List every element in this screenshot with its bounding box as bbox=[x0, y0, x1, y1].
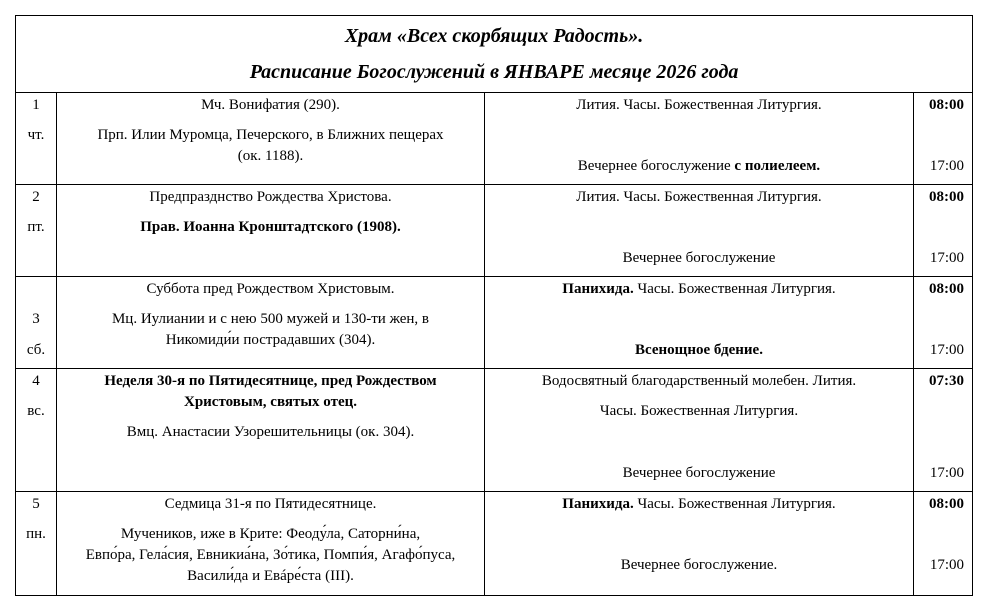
day-number: 2 bbox=[32, 189, 40, 205]
feast-cell bbox=[57, 369, 485, 492]
day-cell bbox=[16, 369, 57, 492]
service-line: Часы. Божественная Литургия. bbox=[599, 403, 799, 419]
day-number: 5 bbox=[32, 496, 40, 512]
service-time: 17:00 bbox=[929, 158, 965, 174]
table-row bbox=[16, 369, 973, 492]
service-line: Вечернее богослужение bbox=[622, 465, 776, 481]
feast-cell bbox=[57, 277, 485, 369]
service-time: 08:00 bbox=[929, 496, 965, 512]
day-number: 3 bbox=[32, 311, 40, 327]
table-row bbox=[16, 185, 973, 277]
table-row bbox=[16, 277, 973, 369]
schedule-header bbox=[16, 16, 973, 93]
day-of-week: вс. bbox=[27, 403, 45, 419]
feast-line: Евпо́ра, Гела́сия, Евникиа́на, Зо́тика, Помпи́я, Агафо́пуса, bbox=[85, 547, 456, 563]
service-time: 08:00 bbox=[929, 97, 965, 113]
day-cell bbox=[16, 277, 57, 369]
feast-line: (ок. 1188). bbox=[237, 148, 304, 164]
feast-line: Суббота пред Рождеством Христовым. bbox=[146, 281, 395, 297]
service-line: Вечернее богослужение с полиелеем. bbox=[577, 158, 821, 174]
feast-line: Седмица 31-я по Пятидесятнице. bbox=[164, 496, 377, 512]
table-row bbox=[16, 492, 973, 596]
service-time: 08:00 bbox=[929, 189, 965, 205]
service-line: Панихида. Часы. Божественная Литургия. bbox=[562, 281, 836, 297]
feast-line: Прав. Иоанна Кронштадтского (1908). bbox=[140, 219, 401, 235]
service-time: 17:00 bbox=[929, 342, 965, 358]
header-row bbox=[16, 16, 973, 93]
day-number: 4 bbox=[32, 373, 40, 389]
service-cell bbox=[485, 277, 914, 369]
service-line: Вечернее богослужение. bbox=[620, 557, 778, 573]
service-line: Лития. Часы. Божественная Литургия. bbox=[576, 97, 822, 113]
day-cell bbox=[16, 185, 57, 277]
time-cell bbox=[914, 277, 973, 369]
service-line: Всенощное бдение. bbox=[635, 342, 763, 358]
time-cell bbox=[914, 492, 973, 596]
service-line: Водосвятный благодарственный молебен. Лития. bbox=[541, 373, 857, 389]
time-cell bbox=[914, 93, 973, 185]
service-cell bbox=[485, 369, 914, 492]
time-cell bbox=[914, 185, 973, 277]
feast-line: Васили́да и Евáре́ста (III). bbox=[187, 568, 354, 584]
day-of-week: пт. bbox=[27, 219, 45, 235]
service-line: Лития. Часы. Божественная Литургия. bbox=[576, 189, 822, 205]
service-time: 07:30 bbox=[929, 373, 965, 389]
service-cell bbox=[485, 492, 914, 596]
service-time: 17:00 bbox=[929, 557, 965, 573]
feast-line: Мучеников, иже в Крите: Феоду́ла, Саторни́на, bbox=[120, 526, 421, 542]
service-time: 17:00 bbox=[929, 250, 965, 266]
day-of-week: чт. bbox=[27, 127, 45, 143]
feast-line: Вмц. Анастасии Узорешительницы (ок. 304). bbox=[126, 424, 415, 440]
feast-line: Предпразднство Рождества Христова. bbox=[149, 189, 392, 205]
schedule-title: Расписание Богослужений в ЯНВАРЕ месяце 2026 года bbox=[249, 61, 739, 83]
service-time: 17:00 bbox=[929, 465, 965, 481]
feast-cell bbox=[57, 185, 485, 277]
feast-line: Мц. Иулиании и с нею 500 мужей и 130-ти жен, в bbox=[111, 311, 430, 327]
day-cell bbox=[16, 492, 57, 596]
feast-cell bbox=[57, 492, 485, 596]
time-cell bbox=[914, 369, 973, 492]
feast-line: Неделя 30-я по Пятидесятнице, пред Рождеством bbox=[104, 373, 437, 389]
day-cell bbox=[16, 93, 57, 185]
service-time: 08:00 bbox=[929, 281, 965, 297]
feast-cell bbox=[57, 93, 485, 185]
feast-line: Мч. Вонифатия (290). bbox=[201, 97, 340, 113]
day-of-week: пн. bbox=[26, 526, 46, 542]
day-number: 1 bbox=[32, 97, 40, 113]
service-line: Вечернее богослужение bbox=[622, 250, 776, 266]
church-title: Храм «Всех скорбящих Радость». bbox=[344, 25, 644, 47]
service-cell bbox=[485, 185, 914, 277]
table-row bbox=[16, 93, 973, 185]
feast-line: Христовым, святых отец. bbox=[183, 394, 358, 410]
schedule-table bbox=[15, 15, 973, 596]
feast-line: Никомиди́и пострадавших (304). bbox=[165, 332, 376, 348]
service-line: Панихида. Часы. Божественная Литургия. bbox=[562, 496, 836, 512]
service-cell bbox=[485, 93, 914, 185]
day-of-week: сб. bbox=[26, 342, 46, 358]
feast-line: Прп. Илии Муромца, Печерского, в Ближних пещерах bbox=[97, 127, 444, 143]
